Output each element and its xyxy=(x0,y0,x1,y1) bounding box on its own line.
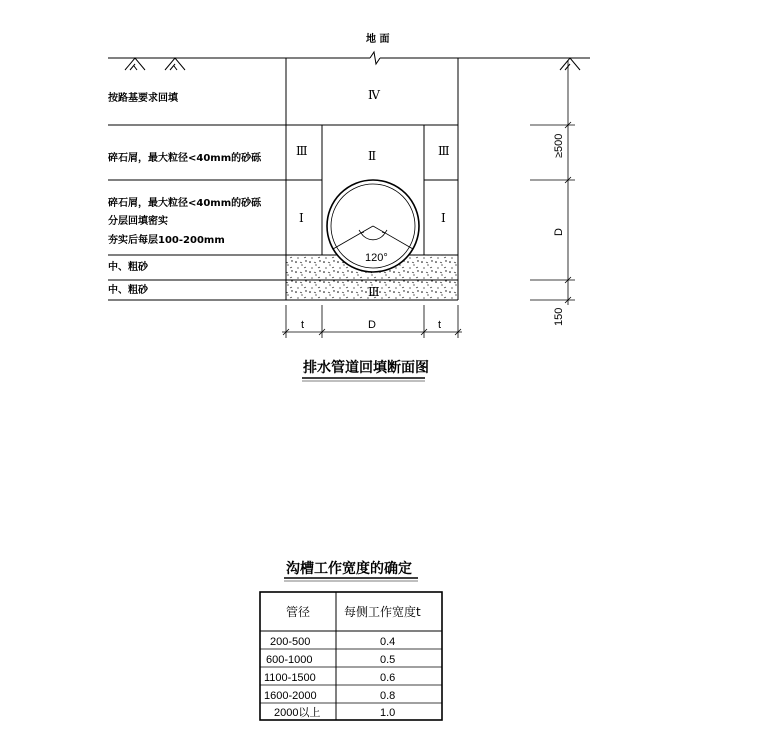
zone-III-left-label: Ⅲ xyxy=(296,144,308,158)
table-cell-r1-c0: 600-1000 xyxy=(266,654,313,666)
table-cell-r1-c1: 0.5 xyxy=(380,654,396,666)
zone-I-right-label: Ⅰ xyxy=(441,211,446,225)
table-cell-r4-c1: 1.0 xyxy=(380,707,396,719)
zone-III-bottom-label: Ⅲ xyxy=(368,285,380,299)
table-cell-r3-c1: 0.8 xyxy=(380,690,396,702)
table-title: 沟槽工作宽度的确定 xyxy=(286,561,412,577)
caption-underline xyxy=(302,378,425,381)
table-cell-r0-c0: 200-500 xyxy=(270,636,311,648)
layer-label-backfill: 按路基要求回填 xyxy=(108,93,178,104)
table-cell-r4-c0: 2000以上 xyxy=(274,707,321,719)
dim-D-right: D xyxy=(553,228,565,236)
table-header-diameter: 管径 xyxy=(286,605,311,619)
layer-label-gravel-lower: 碎石屑，最大粒径<40mm的砂砾 xyxy=(108,198,262,209)
drawing-caption: 排水管道回填断面图 xyxy=(303,360,429,376)
layer-label-sand-lower: 中、粗砂 xyxy=(108,285,148,296)
layer-label-compacted: 夯实后每层100-200mm xyxy=(108,235,225,246)
layer-label-sand-upper: 中、粗砂 xyxy=(108,262,148,273)
table-cell-r3-c0: 1600-2000 xyxy=(264,690,317,702)
dim-ge500: ≥500 xyxy=(553,133,565,158)
angle-label: 120° xyxy=(365,252,388,264)
dim-150: 150 xyxy=(553,307,565,326)
dim-t-right: t xyxy=(438,319,442,331)
ground-line xyxy=(108,52,590,64)
zone-IV-label: Ⅳ xyxy=(368,88,380,102)
dim-D-bottom: D xyxy=(368,319,376,331)
layer-label-layered: 分层回填密实 xyxy=(108,216,168,227)
table-cell-r0-c1: 0.4 xyxy=(380,636,396,648)
zone-II-label: Ⅱ xyxy=(368,149,377,163)
layer-label-gravel-upper: 碎石屑，最大粒径<40mm的砂砾 xyxy=(108,153,262,164)
zone-III-right-label: Ⅲ xyxy=(438,144,450,158)
right-dimension xyxy=(530,60,575,305)
dim-t-left: t xyxy=(301,319,305,331)
table-header-width: 每侧工作宽度t xyxy=(344,605,421,619)
zone-I-left-label: Ⅰ xyxy=(299,211,304,225)
ground-hatch-icon xyxy=(125,58,580,70)
table-cell-r2-c0: 1100-1500 xyxy=(264,672,316,684)
table-cell-r2-c1: 0.6 xyxy=(380,672,396,684)
ground-label: 地 面 xyxy=(366,34,390,45)
